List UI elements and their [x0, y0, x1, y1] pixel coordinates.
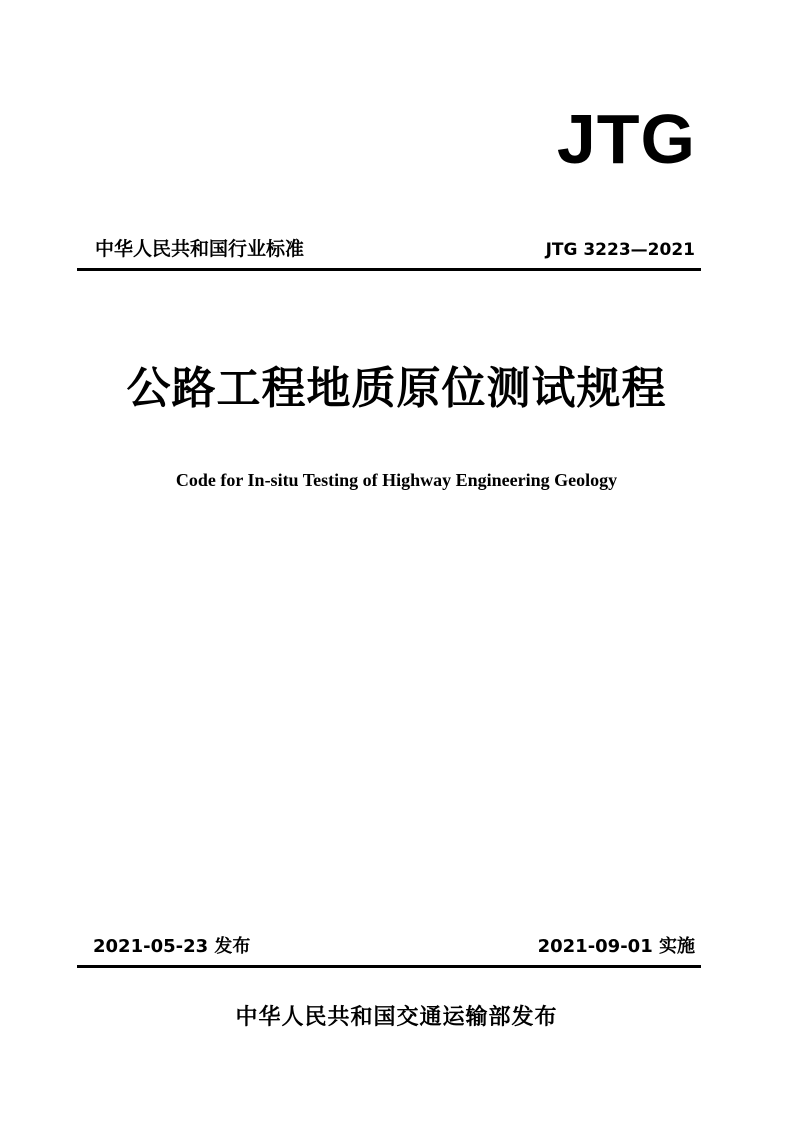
footer-divider: [77, 965, 701, 968]
document-title-chinese: 公路工程地质原位测试规程: [126, 363, 667, 414]
document-title-english: Code for In-situ Testing of Highway Engineering Geology: [175, 470, 618, 490]
header-divider: [77, 268, 701, 271]
issue-date: 2021-05-23 发布: [93, 936, 251, 957]
publisher: 中华人民共和国交通运输部发布: [235, 1005, 558, 1030]
standard-category: 中华人民共和国行业标准: [95, 238, 305, 260]
standard-header: [77, 233, 701, 267]
date-row: [77, 929, 701, 961]
effective-date: 2021-09-01 实施: [537, 936, 695, 957]
standard-code: JTG 3223—2021: [545, 240, 695, 260]
jtg-logo: JTG: [556, 100, 696, 178]
